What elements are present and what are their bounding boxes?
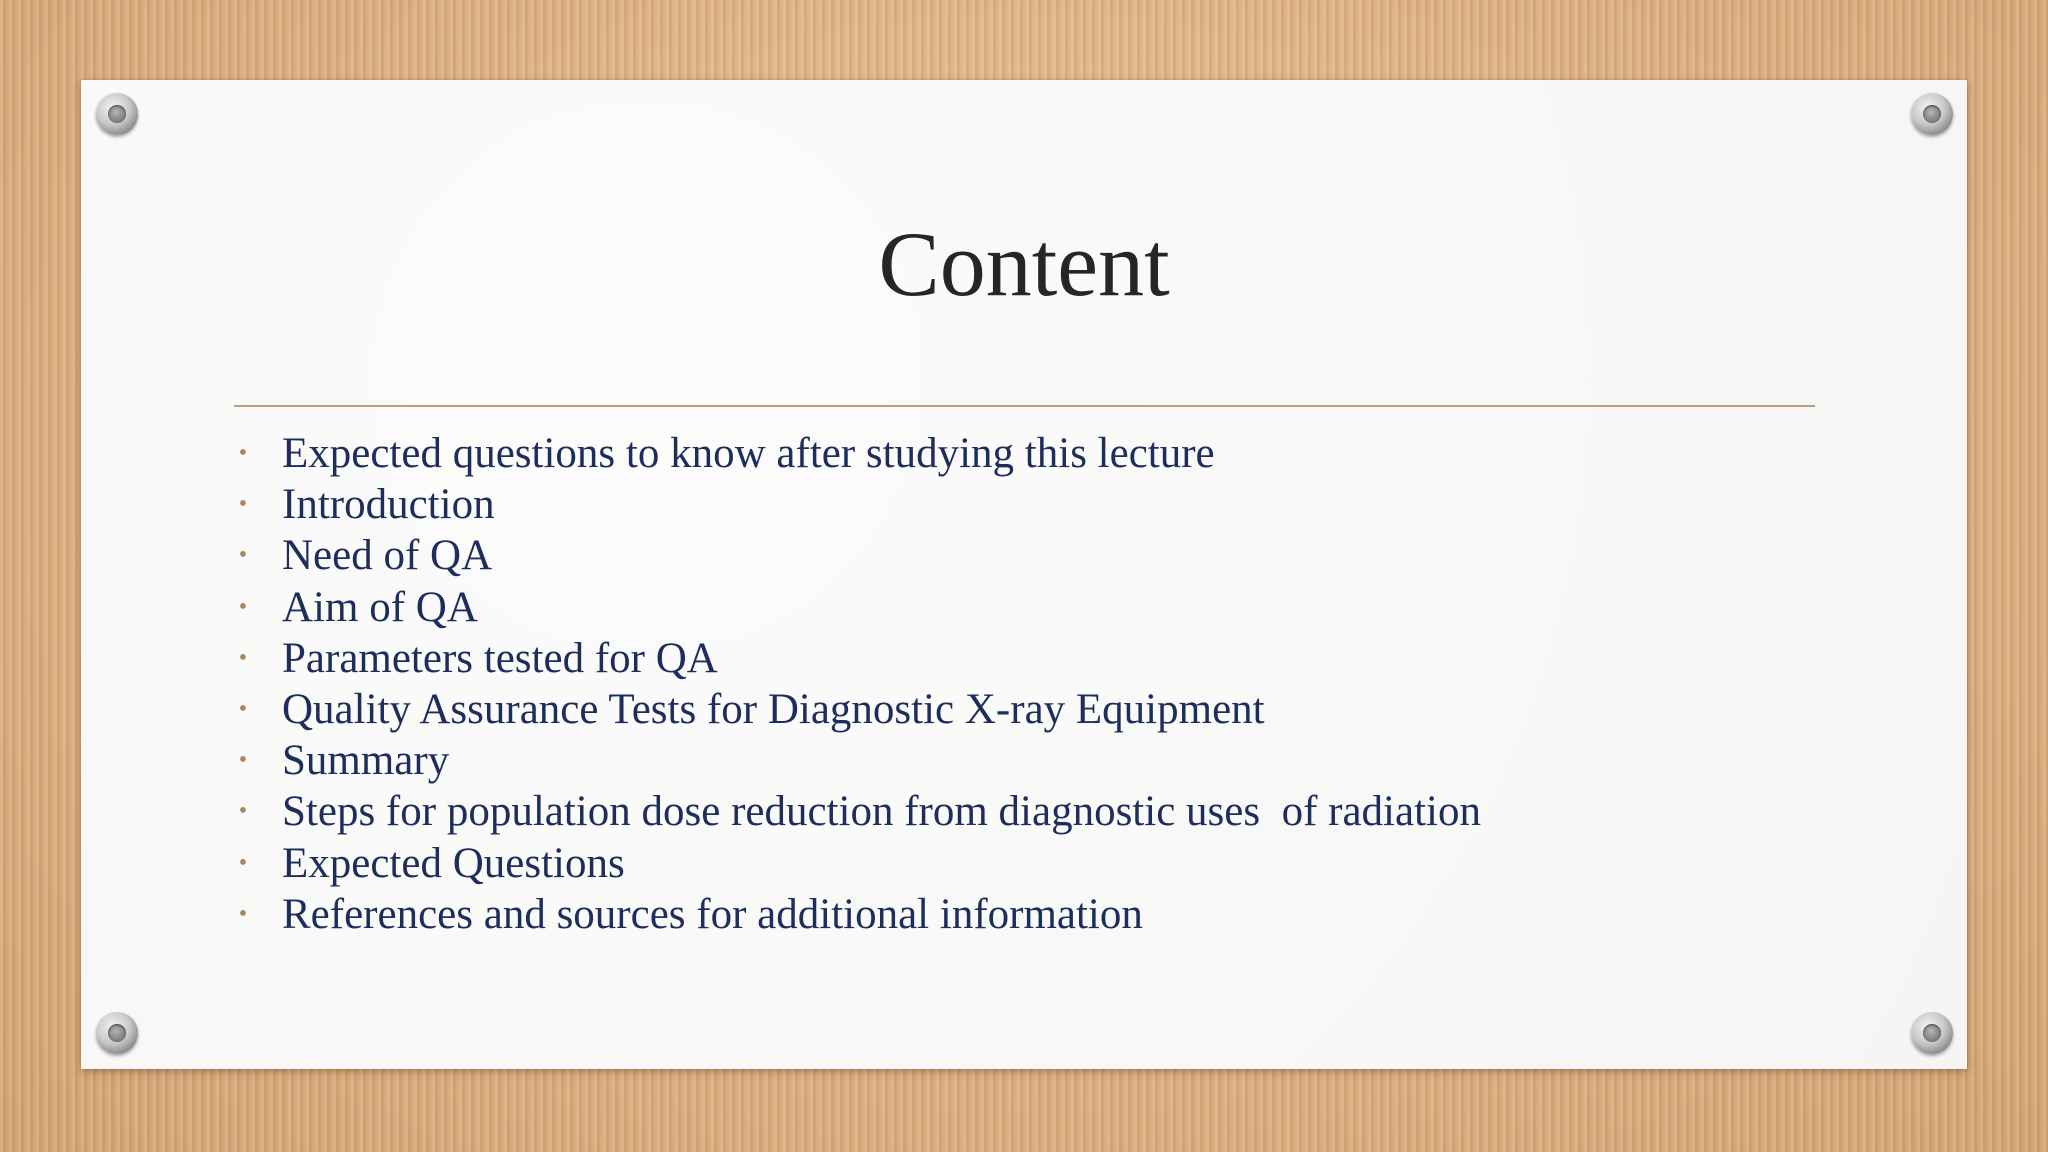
list-item xyxy=(234,889,1481,940)
list-item xyxy=(234,735,1481,786)
list-item-text: References and sources for additional information xyxy=(282,890,1143,938)
rivet-icon xyxy=(96,1012,138,1054)
list-item-text: Summary xyxy=(282,737,450,785)
list-item xyxy=(234,633,1481,684)
slide-title: Content xyxy=(878,213,1170,315)
bullet-icon: • xyxy=(238,644,248,671)
bullet-icon: • xyxy=(238,747,248,774)
list-item-text: Parameters tested for QA xyxy=(282,634,718,682)
rivet-icon xyxy=(1911,1012,1953,1054)
bullet-icon: • xyxy=(238,849,248,876)
list-item-text: Introduction xyxy=(282,481,495,529)
bullet-icon: • xyxy=(238,542,248,569)
list-item xyxy=(234,582,1481,633)
list-item-text: Steps for population dose reduction from diagnostic uses of radiation xyxy=(282,788,1481,836)
list-item xyxy=(234,530,1481,581)
list-item xyxy=(234,838,1481,889)
list-item xyxy=(234,684,1481,735)
title-divider xyxy=(234,405,1815,407)
list-item-text: Expected Questions xyxy=(282,839,625,887)
rivet-icon xyxy=(96,93,138,135)
list-item xyxy=(234,479,1481,530)
slide-card xyxy=(81,80,1967,1069)
bullet-icon: • xyxy=(238,593,248,620)
list-item-text: Expected questions to know after studying this lecture xyxy=(282,430,1215,477)
list-item-text: Quality Assurance Tests for Diagnostic X-ray Equipment xyxy=(282,685,1265,733)
list-item-text: Aim of QA xyxy=(282,583,478,631)
list-item-text: Need of QA xyxy=(282,532,493,580)
list-item xyxy=(234,786,1481,837)
rivet-icon xyxy=(1911,93,1953,135)
bullet-icon: • xyxy=(238,900,248,927)
bullet-icon: • xyxy=(238,695,248,722)
content-list xyxy=(234,428,1481,940)
bullet-icon: • xyxy=(238,440,248,466)
bullet-icon: • xyxy=(238,798,248,825)
bullet-icon: • xyxy=(238,491,248,518)
list-item xyxy=(234,428,1481,479)
